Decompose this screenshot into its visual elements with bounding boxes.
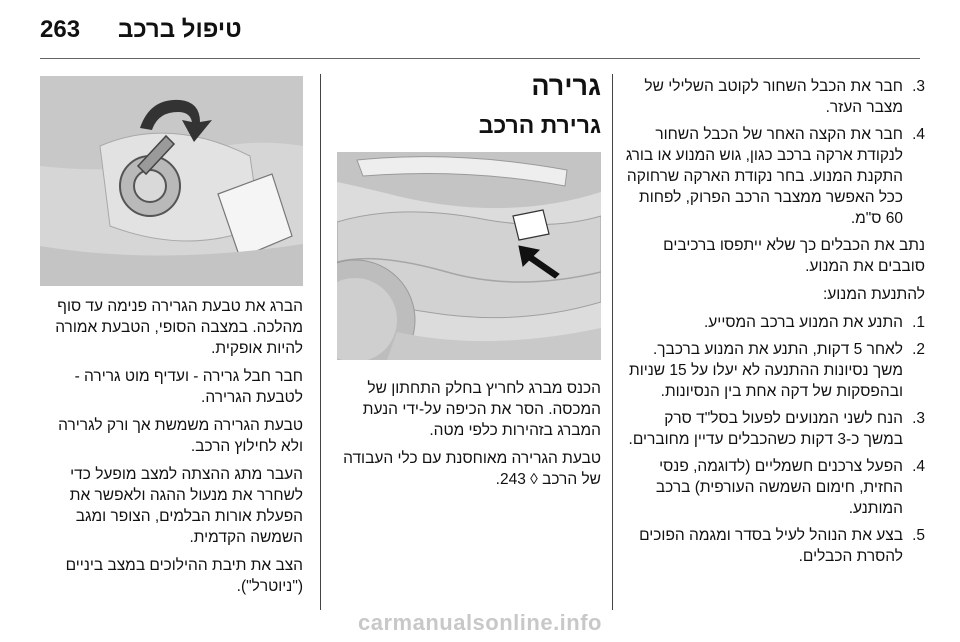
towing-text: הצב את תיבת ההילוכים במצב ביניים ("ניוטרל").	[65, 557, 303, 595]
step-text: הפעל צרכנים חשמליים (לדוגמה, פנסי החזית, חימום השמשה העורפית) ברכב המותנע.	[655, 458, 903, 517]
section-title: טיפול ברכב	[118, 16, 242, 43]
column-divider-right	[612, 74, 613, 610]
list-item	[623, 124, 925, 229]
cable-routing-note: נתב את הכבלים כך שלא ייתפסו ברכיבים סובבים את המנוע.	[663, 237, 925, 275]
towing-text: טבעת הגרירה משמשת אך ורק לגרירה ולא לחילוץ הרכב.	[58, 417, 303, 455]
bumper-illustration	[337, 152, 601, 360]
cover-removal-text: הכנס מברג לחריץ בחלק התחתון של המכסה. הסר את הכיפה על-ידי הנעת המברג בזהירות כלפי מטה.	[362, 380, 601, 439]
list-item	[623, 312, 925, 333]
towing-eye-cover-shape	[513, 210, 549, 240]
step-number: 5.	[912, 527, 925, 544]
step-number: 4.	[912, 126, 925, 143]
step-text: הנח לשני המנועים לפעול בסל"ד סרק במשך כ-3 דקות כשהכבלים עדיין מחוברים.	[628, 410, 903, 448]
middle-column-text	[337, 378, 601, 497]
step-text: לאחר 5 דקות, התנע את המנוע ברכבך. משך נסיונות ההתנעה לא יעלו על 15 שניות ובהפסקות של דקה אחת בין הנסיונות.	[628, 341, 903, 400]
right-column	[623, 76, 925, 573]
step-number: 3.	[912, 78, 925, 95]
step-text: התנע את המנוע ברכב המסייע.	[703, 314, 903, 331]
middle-column	[337, 71, 601, 138]
towing-text: הברג את טבעת הגרירה פנימה עד סוף מהלכה. במצבה הסופי, הטבעת אמורה להיות אופקית.	[55, 298, 303, 357]
car-front-bumper-figure	[337, 152, 601, 360]
list-item	[623, 408, 925, 450]
list-item	[623, 339, 925, 402]
towing-eye-storage-text: טבעת הגרירה מאוחסנת עם כלי העבודה של הרכב ◊ 243.	[343, 450, 601, 488]
list-item	[623, 456, 925, 519]
step-number: 2.	[912, 341, 925, 358]
towing-eye-installation-figure	[40, 76, 303, 286]
watermark: carmanualsonline.info	[358, 610, 602, 635]
step-text: חבר את הקצה האחר של הכבל השחור לנקודת ארקה ברכב כגון, גוש המנוע או בורג התקנת המנוע. בחר נקודת הארקה שרחוקה ככל האפשר ממצבר הרכב הפרוק, לפחות 60 ס"מ.	[625, 126, 903, 227]
towing-text: חבר חבל גרירה - ועדיף מוט גרירה - לטבעת הגרירה.	[74, 368, 303, 406]
chapter-heading: גרירה	[531, 71, 601, 101]
step-number: 4.	[912, 458, 925, 475]
steps-list-connect	[623, 76, 925, 229]
page-header	[40, 0, 920, 58]
towing-text: העבר מתג ההצתה למצב מופעל כדי לשחרר את מנעול ההגה ולאפשר את הפעלת אורות הבלמים, הצופר ומגב השמשה הקדמית.	[69, 466, 303, 546]
steps-list-start	[623, 312, 925, 567]
step-number: 3.	[912, 410, 925, 427]
start-engine-label: להתנעת המנוע:	[822, 286, 925, 303]
column-divider-left	[320, 74, 321, 610]
left-column	[40, 296, 303, 604]
step-text: חבר את הכבל השחור לקוטב השלילי של מצבר העזר.	[644, 78, 903, 116]
step-number: 1.	[912, 314, 925, 331]
section-subheading: גרירת הרכב	[478, 112, 601, 138]
step-text: בצע את הנוהל לעיל בסדר ומגמה הפוכים להסרת הכבלים.	[639, 527, 903, 565]
list-item	[623, 525, 925, 567]
list-item	[623, 76, 925, 118]
towing-eye-illustration	[40, 76, 303, 286]
page-number: 263	[40, 16, 81, 43]
header-divider	[40, 58, 920, 59]
